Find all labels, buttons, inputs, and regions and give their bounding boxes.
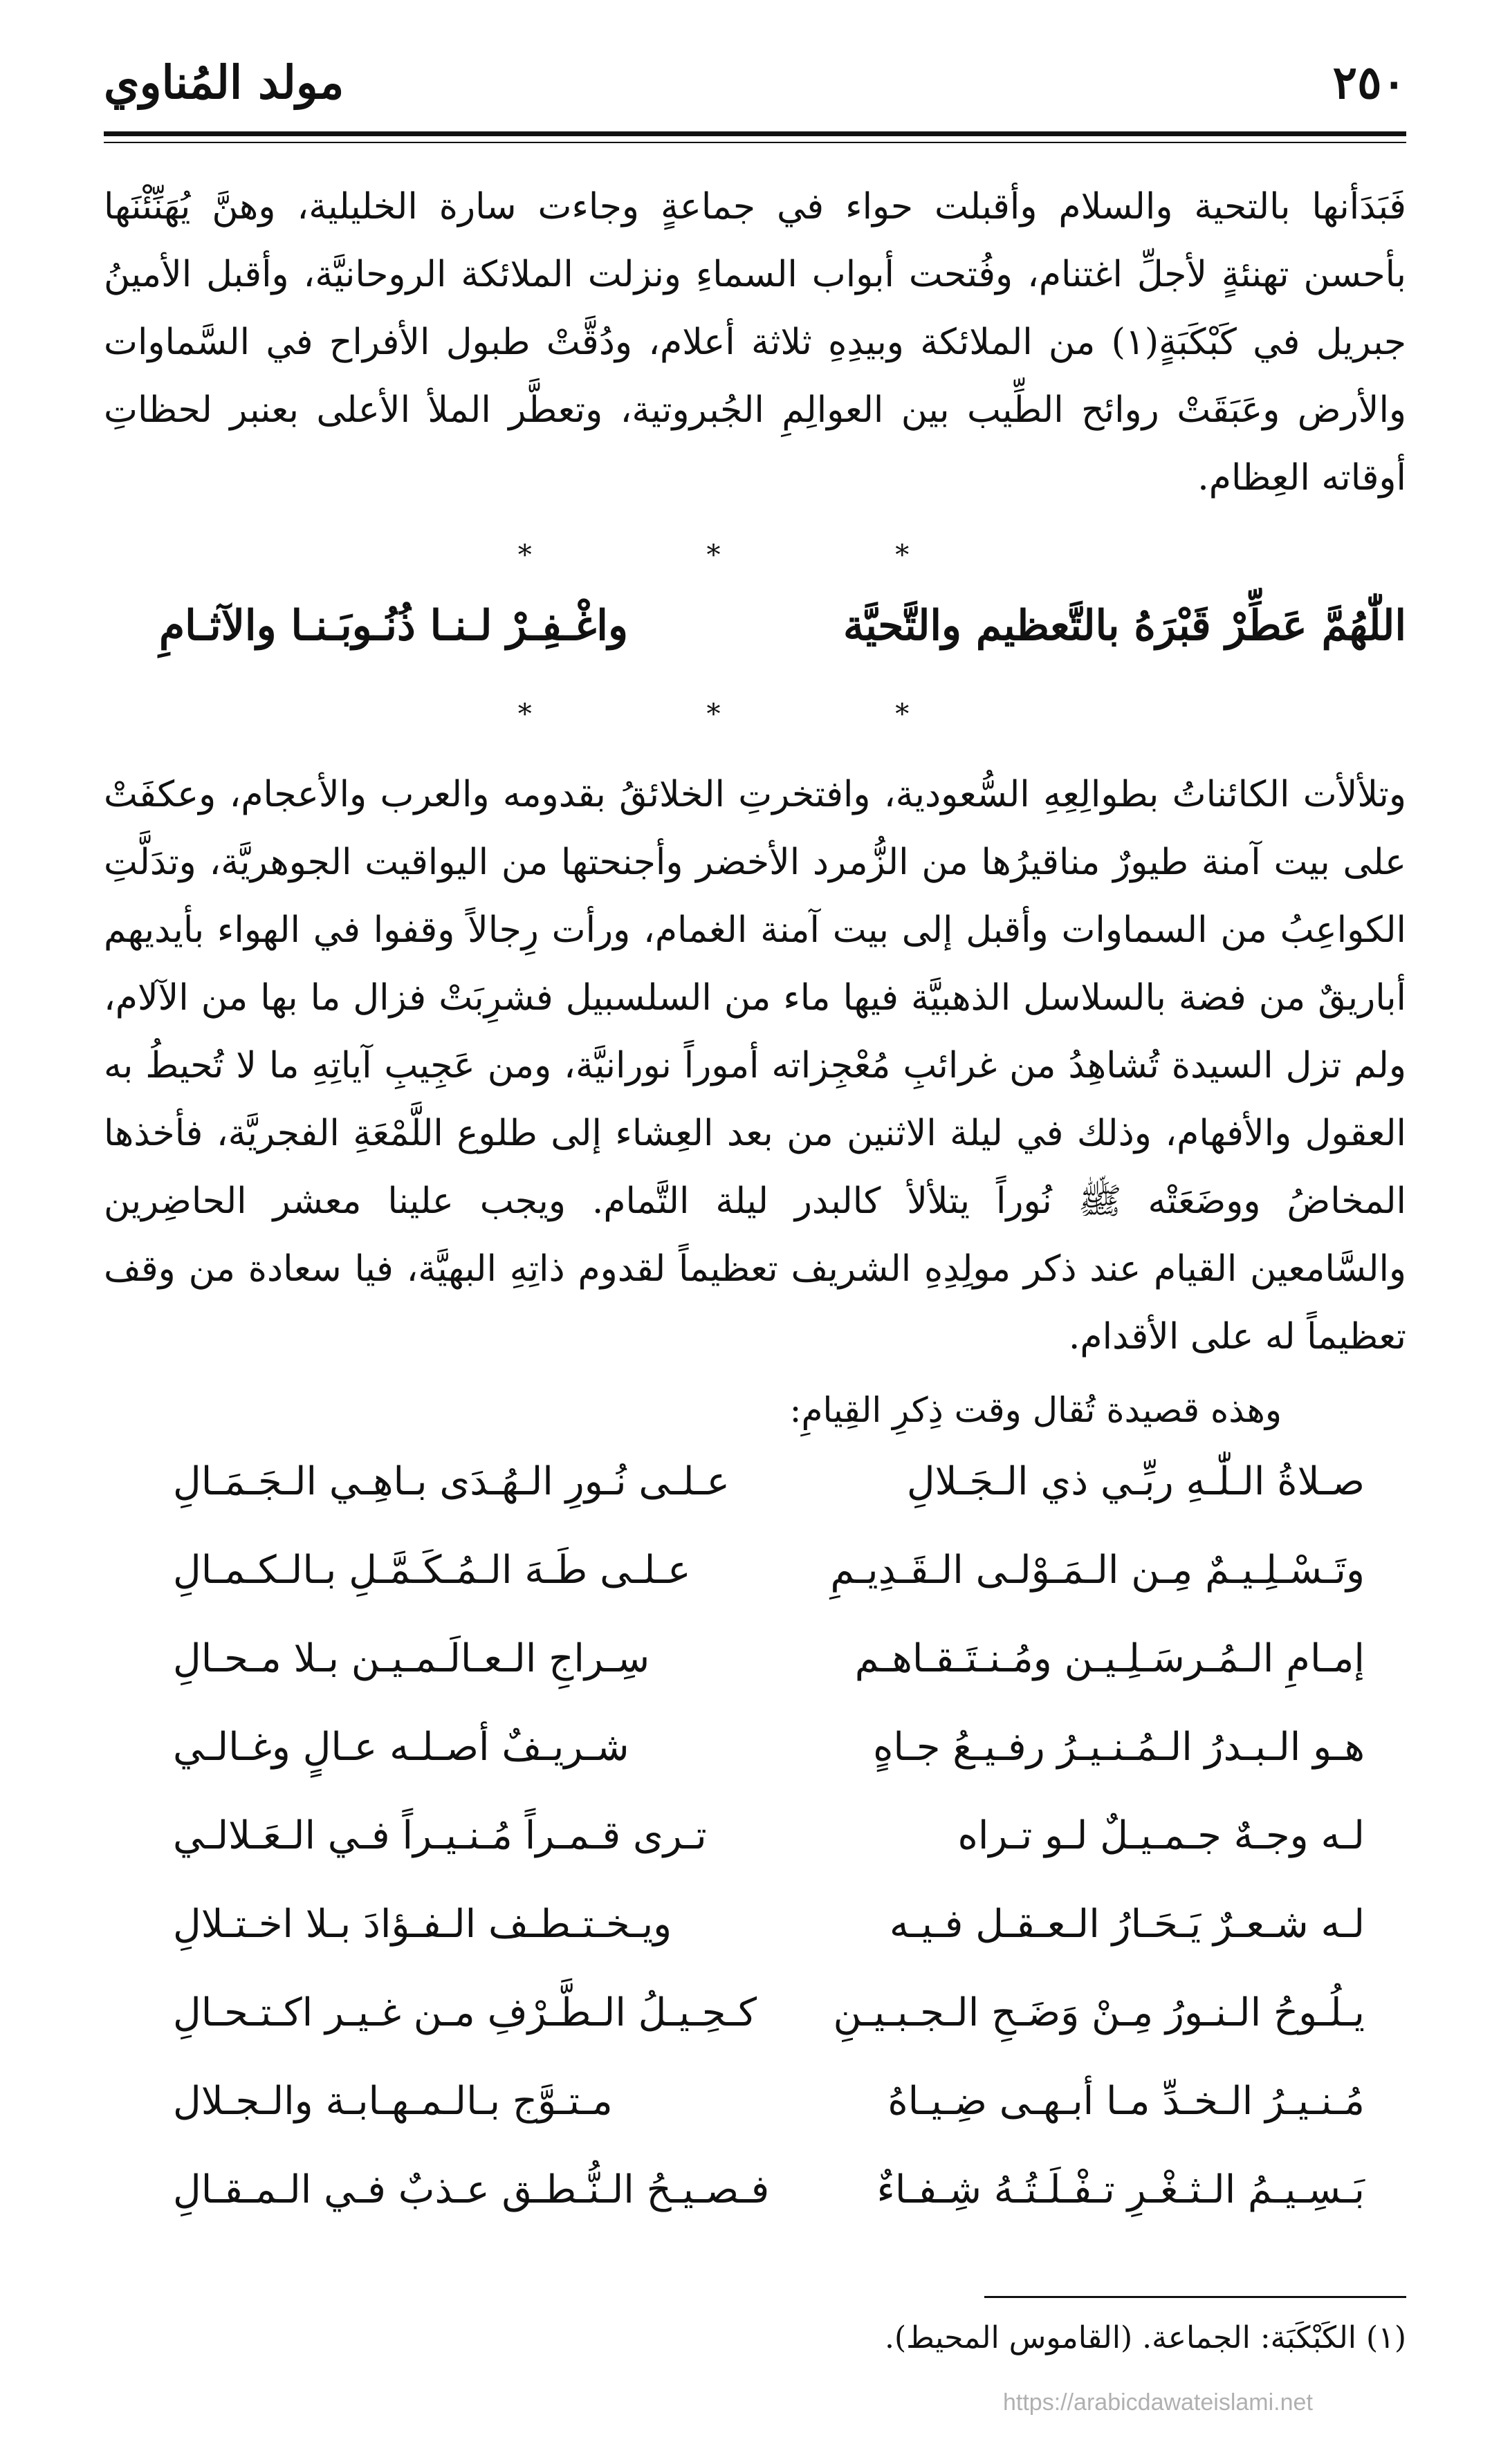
couplet-first-hemistich: إمـامِ الـمُـرسَـلِـيـن ومُـنـتَـقـاهـم (854, 1636, 1365, 1681)
couplet-second-hemistich: عـلـى طَـهَ الـمُـكَـمَّـلِ بـالـكـمـالِ (173, 1548, 691, 1593)
couplet-first-hemistich: مُـنـيـرُ الـخـدِّ مـا أبـهـى ضِـيـاهُ (887, 2079, 1365, 2124)
watermark-url: https://arabicdawateislami.net (1003, 2389, 1313, 2416)
poem-couplet (104, 1636, 1406, 1725)
paragraph-2: وتلألأت الكائناتُ بطوالِعِهِ السُّعودية، وافتخرتِ الخلائقُ بقدومه والعرب والأعجام، وعكفَتْ على بيت آمنة طيورٌ مناقيرُها من الزُّمرد الأخضر وأجنحتها من اليواقيت الجوهريَّة، وتدَلَّتِ الكواعِبُ من السماوات وأقبل إلى بيت آمنة الغمام، ورأت رِجالاً وقفوا في الهواء بأيديهم أباريقٌ من فضة بالسلاسل الذهبيَّة فيها ماء من السلسبيل فشرِبَتْ فزال ما بها من الآلام، ولم تزل السيدة تُشاهِدُ من غرائبِ مُعْجِزاته أموراً نورانيَّة، ومن عَجِيبِ آياتِهِ ما لا تُحيطُ به العقول والأفهام، وذلك في ليلة الاثنين من بعد العِشاء إلى طلوع اللَّمْعَةِ الفجريَّة، فأخذها المخاضُ ووضَعَتْه ﷺ نُوراً يتلألأ كالبدر ليلة التَّمام. ويجب علينا معشر الحاضِرين والسَّامعين القيام عند ذكر مولِدِهِ الشريف تعظيماً لقدوم ذاتِهِ البهيَّة، فيا سعادة من وقف تعظيماً له على الأقدام. (104, 774, 1406, 1358)
running-title: مولد المُناوي (104, 55, 344, 109)
dua-hemistich-2: واغْـفِـرْ لـنـا ذُنُـوبَـنـا والآثـامِ (159, 602, 628, 650)
couplet-second-hemistich: شـريـفٌ أصـلـه عـالٍ وغـالـي (173, 1725, 629, 1770)
couplet-second-hemistich: مـتـوَّج بـالـمـهـابـة والـجـلال (173, 2079, 613, 2124)
couplet-first-hemistich: وتَـسْـلِـيـمٌ مِـن الـمَـوْلـى الـقَـدِيـمِ (830, 1548, 1365, 1593)
couplet-second-hemistich: ويـخـتـطـف الـفـؤادَ بـلا اخـتـلالِ (173, 1902, 672, 1947)
couplet-second-hemistich: كـحِـيـلُ الـطَّـرْفِ مـن غـيـر اكـتـحـالِ (173, 1990, 757, 2035)
footnote: (١) الكَبْكَبَة: الجماعة. (القاموس المحيط). (885, 2320, 1406, 2355)
couplet-first-hemistich: يـلُـوحُ الـنـورُ مِـنْ وَضَـحِ الـجـبـيـنِ (833, 1990, 1365, 2035)
couplet-first-hemistich: لـه شـعـرٌ يَـحَـارُ الـعـقـل فـيـه (889, 1902, 1365, 1947)
header-rule-thin (104, 142, 1406, 143)
couplet-first-hemistich: بَـسِـيـمُ الـثـغْـرِ تـفْـلَـتُـهُ شِـفـاءٌ (876, 2167, 1365, 2212)
poem-couplet (104, 1813, 1406, 1902)
couplet-second-hemistich: سِـراجِ الـعـالَـمـيـن بـلا مـحـالِ (173, 1636, 650, 1681)
poem-couplet (104, 1548, 1406, 1636)
footnote-rule (984, 2296, 1406, 2298)
poem-couplet (104, 1725, 1406, 1813)
dua-hemistich-1: اللّٰهُمَّ عَطِّرْ قَبْرَهُ بالتَّعظيم والتَّحيَّة (843, 602, 1406, 650)
header-rule (104, 131, 1406, 136)
poem-couplet (104, 1459, 1406, 1548)
paragraph-1: فَبَدَأنها بالتحية والسلام وأقبلت حواء في جماعةٍ وجاءت سارة الخليلية، وهنَّ يُهَنِّئْنَها بأحسن تهنئةٍ لأجلِّ اغتنام، وفُتحت أبواب السماءِ ونزلت الملائكة الروحانيَّة، وأقبل الأمينُ جبريل في كَبْكَبَةٍ(١) من الملائكة وبيدِهِ ثلاثة أعلام، ودُقَّتْ طبول الأفراح في السَّماوات والأرض وعَبَقَتْ روائح الطِّيب بين العوالِمِ الجُبروتية، وتعطَّر الملأ الأعلى بعنبر لحظاتِ أوقاته العِظام. (104, 186, 1406, 499)
couplet-second-hemistich: تـرى قـمـراً مُـنـيـراً فـي الـعَـلالـي (173, 1813, 707, 1858)
poem-intro: وهذه قصيدة تُقال وقت ذِكرِ القِيامِ: (789, 1390, 1282, 1430)
couplet-first-hemistich: لـه وجـهٌ جـمـيـلٌ لـو تـراه (957, 1813, 1365, 1858)
ornament-top: * * * (517, 539, 993, 571)
poem-couplet (104, 2079, 1406, 2167)
couplet-first-hemistich: صـلاةُ الـلّٰـهِ ربِّـي ذي الـجَـلالِ (906, 1459, 1365, 1504)
poem-couplet (104, 1990, 1406, 2079)
poem-couplet (104, 1902, 1406, 1990)
couplet-first-hemistich: هـو الـبـدرُ الـمُـنـيـرُ رفـيـعُ جـاهٍ (873, 1725, 1365, 1770)
couplet-second-hemistich: فـصـيـحُ الـنُّـطـق عـذبٌ فـي الـمـقـالِ (173, 2167, 770, 2212)
page-header (104, 48, 1406, 131)
couplet-second-hemistich: عـلـى نُـورِ الـهُـدَى بـاهِـي الـجَـمَـالِ (173, 1459, 730, 1504)
poem-couplet (104, 2167, 1406, 2256)
poem (104, 1459, 1406, 2256)
ornament-bottom: * * * (517, 698, 993, 730)
page-number: ٢٥٠ (1332, 55, 1406, 109)
